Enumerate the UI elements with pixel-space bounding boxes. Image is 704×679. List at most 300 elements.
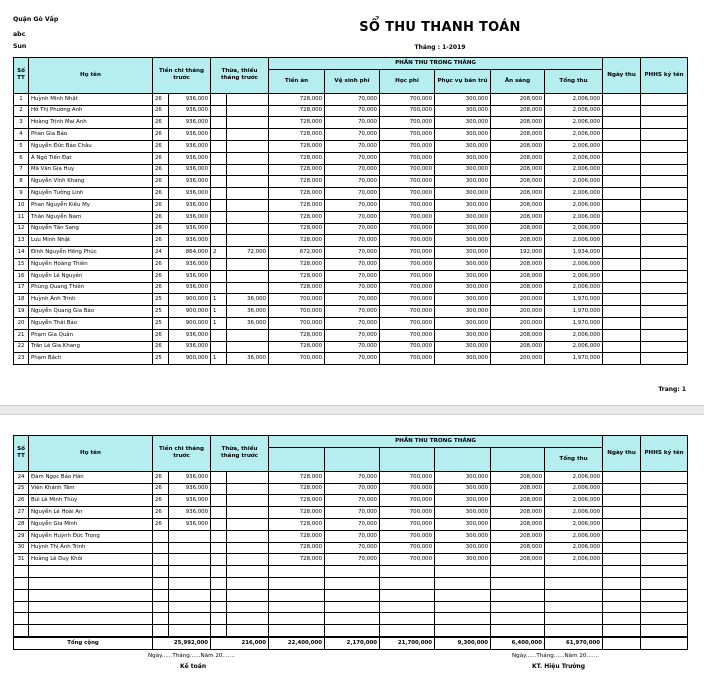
- blank-cell: [603, 613, 641, 625]
- row-prev-unpaid: 936,000: [169, 176, 211, 188]
- row-name: Đàm Ngọc Bảo Hân: [29, 471, 153, 483]
- row-food: 728,000: [269, 270, 325, 282]
- row-date: [603, 211, 641, 223]
- col-stt: Số TT: [14, 436, 29, 472]
- row-name: Nguyễn Gia Minh: [29, 518, 153, 530]
- blank-cell: [491, 577, 545, 589]
- row-name: Nguyễn Tấn Sang: [29, 223, 153, 235]
- row-adjust-amount: [227, 258, 269, 270]
- row-adjust-days: [211, 105, 227, 117]
- totals-label: Tổng cộng: [14, 637, 153, 649]
- row-tuition: 700,000: [380, 317, 435, 329]
- blank-cell: [380, 566, 435, 578]
- table-row: [14, 282, 688, 294]
- row-stt: 11: [14, 211, 29, 223]
- row-boarding: 300,000: [435, 294, 491, 306]
- row-adjust-amount: [227, 471, 269, 483]
- table-row: [14, 294, 688, 306]
- row-name: Mã Văn Gia Huy: [29, 164, 153, 176]
- row-hygiene: 70,000: [325, 117, 380, 129]
- blank-cell: [435, 566, 491, 578]
- totals-prev-unpaid: 25,992,000: [153, 637, 211, 649]
- row-sign: [641, 518, 688, 530]
- row-days: 26: [153, 117, 169, 129]
- row-tuition: 700,000: [380, 294, 435, 306]
- page-separator: [0, 405, 704, 415]
- row-sign: [641, 176, 688, 188]
- row-sign: [641, 306, 688, 318]
- totals-boarding: 9,300,000: [435, 637, 491, 649]
- row-breakfast: 208,000: [491, 188, 545, 200]
- row-boarding: 300,000: [435, 483, 491, 495]
- row-days: 26: [153, 199, 169, 211]
- blank-cell: [227, 577, 269, 589]
- row-tuition: 700,000: [380, 554, 435, 566]
- row-breakfast: 200,000: [491, 353, 545, 365]
- row-prev-unpaid: 864,000: [169, 247, 211, 259]
- blank-cell: [211, 589, 227, 601]
- col-hygiene: Vệ sinh phí: [325, 69, 380, 93]
- table-row: [14, 258, 688, 270]
- table-row: [14, 542, 688, 554]
- row-adjust-days: [211, 152, 227, 164]
- row-name: Huỳnh Minh Nhật: [29, 93, 153, 105]
- row-total: 2,006,000: [545, 483, 603, 495]
- row-prev-unpaid: [169, 542, 211, 554]
- row-hygiene: 70,000: [325, 317, 380, 329]
- row-food: 728,000: [269, 105, 325, 117]
- table-row: [14, 176, 688, 188]
- row-total: 2,006,000: [545, 188, 603, 200]
- table-row: [14, 105, 688, 117]
- school-label: abc: [13, 31, 26, 38]
- row-days: 26: [153, 329, 169, 341]
- row-boarding: 300,000: [435, 471, 491, 483]
- ledger-table-2: [13, 435, 688, 650]
- blank-cell: [211, 601, 227, 613]
- row-breakfast: 208,000: [491, 471, 545, 483]
- col-parent-sign: PHHS ký tên: [641, 436, 688, 472]
- row-breakfast: 208,000: [491, 176, 545, 188]
- row-food: 728,000: [269, 223, 325, 235]
- row-date: [603, 140, 641, 152]
- row-total: 2,006,000: [545, 282, 603, 294]
- row-name: Nguyễn Quang Gia Bảo: [29, 306, 153, 318]
- blank-cell: [325, 577, 380, 589]
- row-sign: [641, 117, 688, 129]
- row-days: 26: [153, 164, 169, 176]
- row-boarding: 300,000: [435, 188, 491, 200]
- row-days: 25: [153, 353, 169, 365]
- row-adjust-days: [211, 117, 227, 129]
- row-food: 728,000: [269, 140, 325, 152]
- row-boarding: 300,000: [435, 140, 491, 152]
- row-boarding: 300,000: [435, 518, 491, 530]
- row-days: 25: [153, 317, 169, 329]
- blank-cell: [211, 577, 227, 589]
- row-date: [603, 483, 641, 495]
- row-tuition: 700,000: [380, 93, 435, 105]
- row-prev-unpaid: 900,000: [169, 317, 211, 329]
- col-adjust: Thừa, thiếu tháng trước: [211, 58, 269, 94]
- row-adjust-amount: [227, 117, 269, 129]
- col-date: Ngày thu: [603, 436, 641, 472]
- row-food: 728,000: [269, 235, 325, 247]
- row-tuition: 700,000: [380, 199, 435, 211]
- blank-cell: [227, 601, 269, 613]
- table-row: [14, 188, 688, 200]
- col-parent-sign: PHHS ký tên: [641, 58, 688, 94]
- blank-cell: [169, 589, 211, 601]
- row-date: [603, 270, 641, 282]
- row-breakfast: 200,000: [491, 306, 545, 318]
- row-food: 728,000: [269, 199, 325, 211]
- totals-date: [603, 637, 641, 649]
- row-breakfast: 208,000: [491, 542, 545, 554]
- row-breakfast: 208,000: [491, 164, 545, 176]
- row-adjust-days: [211, 211, 227, 223]
- row-total: 2,006,000: [545, 518, 603, 530]
- row-name: Thân Nguyễn Nam: [29, 211, 153, 223]
- row-stt: 29: [14, 530, 29, 542]
- row-name: Nguyễn Tường Linh: [29, 188, 153, 200]
- row-days: 26: [153, 235, 169, 247]
- row-adjust-amount: [227, 140, 269, 152]
- blank-cell: [491, 613, 545, 625]
- row-sign: [641, 235, 688, 247]
- row-adjust-days: [211, 164, 227, 176]
- row-breakfast: 208,000: [491, 223, 545, 235]
- row-food: 728,000: [269, 483, 325, 495]
- row-date: [603, 282, 641, 294]
- row-hygiene: 70,000: [325, 554, 380, 566]
- row-days: 25: [153, 306, 169, 318]
- row-breakfast: 208,000: [491, 105, 545, 117]
- row-boarding: 300,000: [435, 495, 491, 507]
- district-label: Quận Gò Vấp: [13, 16, 59, 23]
- row-adjust-amount: [227, 507, 269, 519]
- row-sign: [641, 542, 688, 554]
- row-boarding: 300,000: [435, 317, 491, 329]
- blank-cell: [269, 577, 325, 589]
- table-row: [14, 530, 688, 542]
- row-days: 24: [153, 247, 169, 259]
- row-date: [603, 188, 641, 200]
- row-prev-unpaid: 936,000: [169, 199, 211, 211]
- row-name: Lưu Minh Nhật: [29, 235, 153, 247]
- row-stt: 31: [14, 554, 29, 566]
- row-sign: [641, 105, 688, 117]
- row-hygiene: 70,000: [325, 93, 380, 105]
- totals-hygiene: 2,170,000: [325, 637, 380, 649]
- row-hygiene: 70,000: [325, 530, 380, 542]
- row-tuition: 700,000: [380, 211, 435, 223]
- row-stt: 2: [14, 105, 29, 117]
- row-sign: [641, 483, 688, 495]
- table-row: [14, 471, 688, 483]
- row-total: 2,006,000: [545, 542, 603, 554]
- blank-cell: [211, 566, 227, 578]
- row-adjust-amount: [227, 105, 269, 117]
- row-sign: [641, 294, 688, 306]
- blank-cell: [169, 601, 211, 613]
- row-days: 26: [153, 341, 169, 353]
- row-tuition: 700,000: [380, 282, 435, 294]
- row-hygiene: 70,000: [325, 471, 380, 483]
- row-total: 2,006,000: [545, 270, 603, 282]
- row-date: [603, 294, 641, 306]
- row-stt: 12: [14, 223, 29, 235]
- row-total: 2,006,000: [545, 223, 603, 235]
- row-total: 2,006,000: [545, 258, 603, 270]
- row-days: 26: [153, 495, 169, 507]
- row-breakfast: 208,000: [491, 483, 545, 495]
- row-prev-unpaid: 900,000: [169, 306, 211, 318]
- row-food: 728,000: [269, 188, 325, 200]
- row-stt: 7: [14, 164, 29, 176]
- blank-cell: [380, 601, 435, 613]
- row-date: [603, 176, 641, 188]
- row-sign: [641, 317, 688, 329]
- row-boarding: 300,000: [435, 507, 491, 519]
- blank-cell: [325, 566, 380, 578]
- blank-cell: [545, 589, 603, 601]
- row-name: Phan Nguyễn Kiều My: [29, 199, 153, 211]
- row-boarding: 300,000: [435, 270, 491, 282]
- row-total: 2,006,000: [545, 140, 603, 152]
- row-name: Nguyễn Lê Hoài An: [29, 507, 153, 519]
- table-row: [14, 518, 688, 530]
- blank-cell: [641, 613, 688, 625]
- col-group-monthly: PHẦN THU TRONG THÁNG: [269, 436, 603, 448]
- row-prev-unpaid: 936,000: [169, 223, 211, 235]
- row-adjust-amount: [227, 554, 269, 566]
- role-left-text: Kế toán: [180, 663, 207, 670]
- table-row: [14, 329, 688, 341]
- row-tuition: 700,000: [380, 247, 435, 259]
- row-date: [603, 317, 641, 329]
- blank-row: [14, 625, 688, 637]
- row-prev-unpaid: 936,000: [169, 270, 211, 282]
- row-adjust-amount: [227, 176, 269, 188]
- blank-cell: [14, 566, 29, 578]
- blank-cell: [641, 577, 688, 589]
- row-stt: 5: [14, 140, 29, 152]
- row-total: 2,006,000: [545, 199, 603, 211]
- row-total: 2,006,000: [545, 341, 603, 353]
- row-food: 728,000: [269, 176, 325, 188]
- row-adjust-amount: [227, 223, 269, 235]
- blank-cell: [435, 613, 491, 625]
- row-sign: [641, 188, 688, 200]
- blank-cell: [211, 613, 227, 625]
- row-adjust-amount: 36,000: [227, 317, 269, 329]
- col-food-blank: [269, 447, 325, 471]
- row-sign: [641, 258, 688, 270]
- row-food: 728,000: [269, 341, 325, 353]
- row-adjust-days: [211, 235, 227, 247]
- role-right-text: KT. Hiệu Trưởng: [532, 663, 586, 670]
- blank-cell: [603, 601, 641, 613]
- blank-cell: [435, 625, 491, 637]
- row-prev-unpaid: 936,000: [169, 235, 211, 247]
- row-prev-unpaid: 936,000: [169, 282, 211, 294]
- row-name: Hoàng Lê Duy Khôi: [29, 554, 153, 566]
- blank-row: [14, 589, 688, 601]
- blank-cell: [435, 589, 491, 601]
- row-hygiene: 70,000: [325, 483, 380, 495]
- row-adjust-days: [211, 329, 227, 341]
- row-prev-unpaid: 936,000: [169, 507, 211, 519]
- row-date: [603, 258, 641, 270]
- blank-cell: [14, 589, 29, 601]
- row-tuition: 700,000: [380, 105, 435, 117]
- col-breakfast: Ăn sáng: [491, 69, 545, 93]
- row-boarding: 300,000: [435, 282, 491, 294]
- row-stt: 8: [14, 176, 29, 188]
- row-date: [603, 353, 641, 365]
- row-stt: 13: [14, 235, 29, 247]
- col-adjust: Thừa, thiếu tháng trước: [211, 436, 269, 472]
- row-food: 700,000: [269, 317, 325, 329]
- row-adjust-days: [211, 129, 227, 141]
- row-boarding: 300,000: [435, 211, 491, 223]
- totals-row: [14, 637, 688, 649]
- row-date: [603, 223, 641, 235]
- row-prev-unpaid: [169, 530, 211, 542]
- row-tuition: 700,000: [380, 164, 435, 176]
- table-row: [14, 93, 688, 105]
- row-prev-unpaid: 900,000: [169, 294, 211, 306]
- row-food: 728,000: [269, 530, 325, 542]
- blank-cell: [603, 566, 641, 578]
- table-row: [14, 199, 688, 211]
- row-adjust-days: [211, 495, 227, 507]
- row-days: 26: [153, 176, 169, 188]
- row-adjust-days: [211, 140, 227, 152]
- col-group-monthly: PHẦN THU TRONG THÁNG: [269, 58, 603, 70]
- row-adjust-amount: [227, 530, 269, 542]
- row-breakfast: 208,000: [491, 199, 545, 211]
- row-hygiene: 70,000: [325, 353, 380, 365]
- row-breakfast: 208,000: [491, 129, 545, 141]
- row-food: 700,000: [269, 294, 325, 306]
- row-adjust-amount: [227, 152, 269, 164]
- row-adjust-amount: [227, 211, 269, 223]
- blank-cell: [641, 625, 688, 637]
- totals-food: 22,400,000: [269, 637, 325, 649]
- row-hygiene: 70,000: [325, 258, 380, 270]
- row-total: 2,006,000: [545, 176, 603, 188]
- row-date: [603, 117, 641, 129]
- blank-cell: [325, 589, 380, 601]
- row-hygiene: 70,000: [325, 270, 380, 282]
- blank-cell: [153, 601, 169, 613]
- row-food: 672,000: [269, 247, 325, 259]
- row-adjust-days: [211, 176, 227, 188]
- blank-cell: [269, 589, 325, 601]
- row-hygiene: 70,000: [325, 247, 380, 259]
- table-row: [14, 317, 688, 329]
- row-adjust-amount: [227, 199, 269, 211]
- table-row: [14, 164, 688, 176]
- blank-row: [14, 601, 688, 613]
- row-tuition: 700,000: [380, 117, 435, 129]
- row-adjust-days: [211, 199, 227, 211]
- row-days: 26: [153, 211, 169, 223]
- row-boarding: 300,000: [435, 554, 491, 566]
- table-row: [14, 554, 688, 566]
- row-sign: [641, 164, 688, 176]
- row-stt: 3: [14, 117, 29, 129]
- blank-cell: [227, 625, 269, 637]
- row-sign: [641, 93, 688, 105]
- blank-cell: [491, 589, 545, 601]
- row-stt: 19: [14, 306, 29, 318]
- row-days: 26: [153, 188, 169, 200]
- row-tuition: 700,000: [380, 341, 435, 353]
- row-name: Hoàng Trịnh Mai Anh: [29, 117, 153, 129]
- row-total: 2,006,000: [545, 152, 603, 164]
- row-breakfast: 208,000: [491, 270, 545, 282]
- row-days: 26: [153, 223, 169, 235]
- row-breakfast: 208,000: [491, 329, 545, 341]
- row-stt: 18: [14, 294, 29, 306]
- row-boarding: 300,000: [435, 341, 491, 353]
- blank-cell: [435, 601, 491, 613]
- row-sign: [641, 353, 688, 365]
- table-row: [14, 117, 688, 129]
- row-sign: [641, 471, 688, 483]
- row-total: 2,006,000: [545, 530, 603, 542]
- col-total: Tổng thu: [545, 447, 603, 471]
- row-hygiene: 70,000: [325, 152, 380, 164]
- sign-role-right: [532, 663, 585, 670]
- row-breakfast: 192,000: [491, 247, 545, 259]
- row-total: 2,006,000: [545, 211, 603, 223]
- row-name: Nguyễn Thái Bảo: [29, 317, 153, 329]
- row-name: Phạm Gia Quân: [29, 329, 153, 341]
- row-breakfast: 208,000: [491, 530, 545, 542]
- row-food: 700,000: [269, 306, 325, 318]
- row-tuition: 700,000: [380, 530, 435, 542]
- row-adjust-amount: [227, 129, 269, 141]
- totals-total: 61,970,000: [545, 637, 603, 649]
- table-row: [14, 306, 688, 318]
- col-food: Tiền ăn: [269, 69, 325, 93]
- blank-cell: [211, 625, 227, 637]
- row-tuition: 700,000: [380, 129, 435, 141]
- row-days: [153, 554, 169, 566]
- blank-row: [14, 613, 688, 625]
- blank-cell: [29, 589, 153, 601]
- blank-cell: [491, 601, 545, 613]
- page-2: [0, 415, 704, 679]
- row-prev-unpaid: 936,000: [169, 471, 211, 483]
- table-row: [14, 152, 688, 164]
- blank-cell: [153, 566, 169, 578]
- col-name: Họ tên: [29, 436, 153, 472]
- row-boarding: 300,000: [435, 235, 491, 247]
- row-prev-unpaid: 936,000: [169, 129, 211, 141]
- row-tuition: 700,000: [380, 176, 435, 188]
- row-stt: 22: [14, 341, 29, 353]
- row-sign: [641, 507, 688, 519]
- row-tuition: 700,000: [380, 270, 435, 282]
- row-name: Nguyễn Đức Bảo Châu: [29, 140, 153, 152]
- blank-cell: [380, 577, 435, 589]
- row-date: [603, 507, 641, 519]
